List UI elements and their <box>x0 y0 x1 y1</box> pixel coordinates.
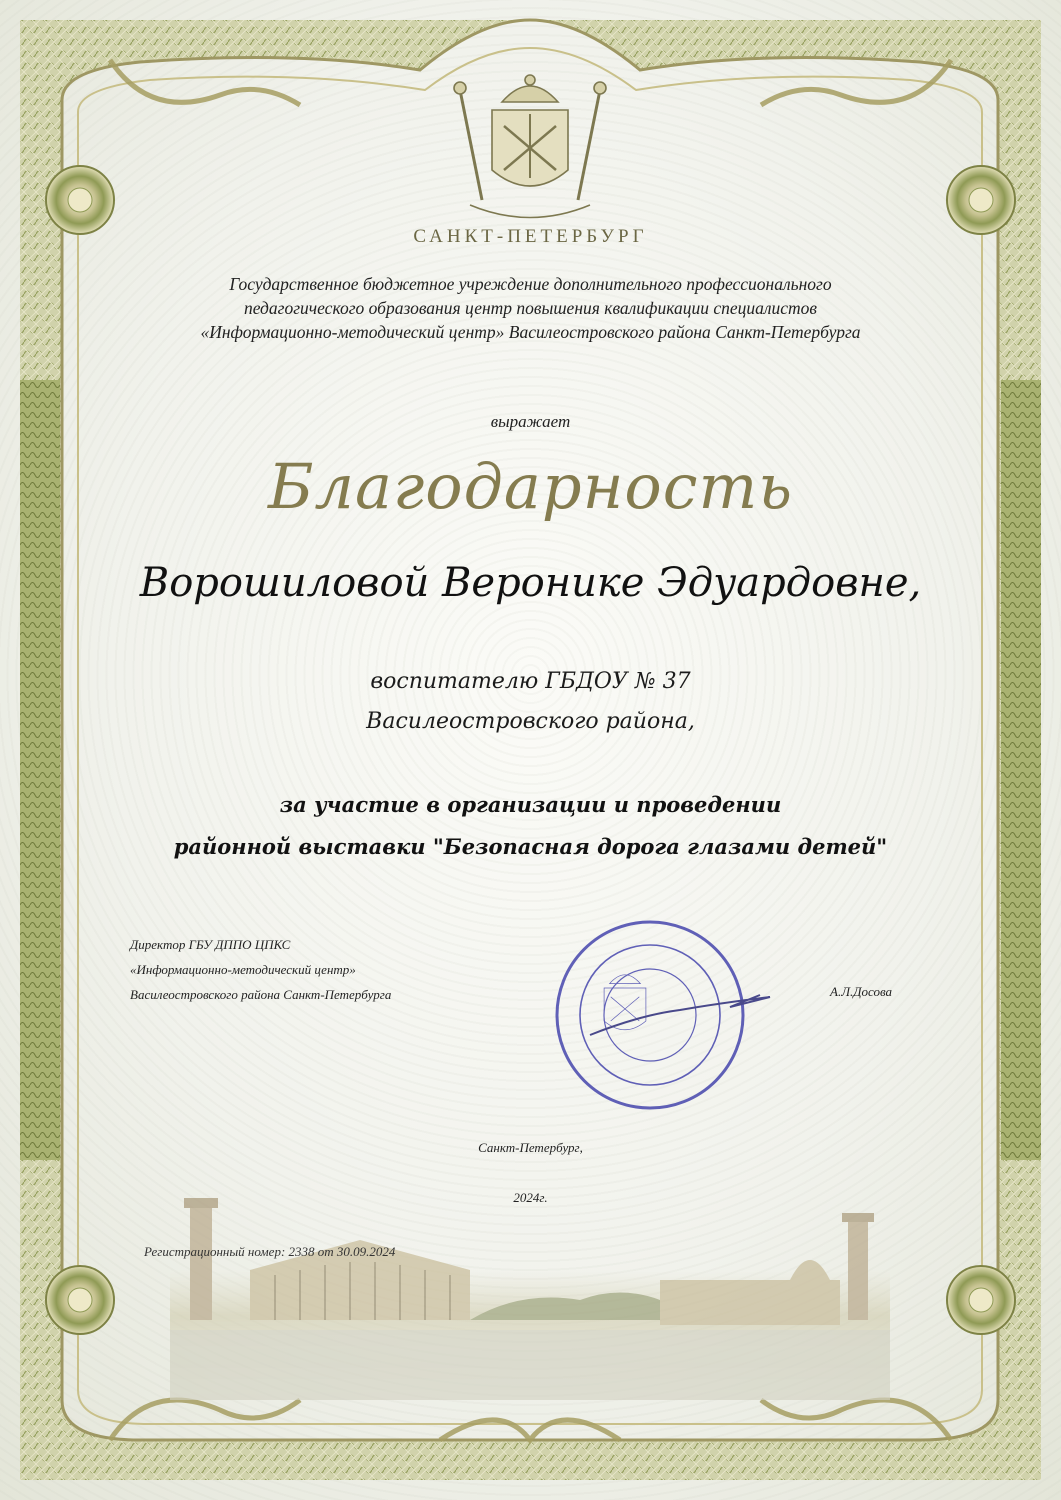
recipient-position <box>0 662 1061 742</box>
position-line: воспитателю ГБДОУ № 37 <box>370 669 691 694</box>
registration-number: Регистрационный номер: 2338 от 30.09.2024 <box>144 1244 396 1259</box>
director-line: Директор ГБУ ДППО ЦПКС <box>130 937 291 952</box>
expresses-text: выражает <box>490 412 571 431</box>
reason-line: за участие в организации и проведении <box>279 792 782 817</box>
director-line: Василеостровского района Санкт-Петербурга <box>130 987 392 1002</box>
director-title <box>130 932 391 1007</box>
director-line: «Информационно-методический центр» <box>130 962 356 977</box>
organization-line: Государственное бюджетное учреждение дополнительного профессионального <box>229 274 832 294</box>
signer-name: А.Л.Досова <box>830 984 893 999</box>
organization-line: педагогического образования центр повышения квалификации специалистов <box>243 298 818 318</box>
award-reason <box>0 784 1061 868</box>
coat-of-arms-icon <box>454 75 606 218</box>
organization-name <box>0 272 1061 344</box>
organization-line: «Информационно-методический центр» Василеостровского района Санкт-Петербурга <box>200 322 861 342</box>
issue-place: Санкт-Петербург, <box>478 1140 583 1155</box>
position-line: Василеостровского района, <box>366 709 695 734</box>
official-stamp <box>557 922 770 1108</box>
certificate-title: Благодарность <box>267 450 794 523</box>
city-heading: САНКТ-ПЕТЕРБУРГ <box>413 226 648 247</box>
reason-line: районной выставки "Безопасная дорога глазами детей" <box>173 834 888 859</box>
recipient-name: Ворошиловой Веронике Эдуардовне, <box>139 560 922 606</box>
city-panorama <box>170 1198 890 1400</box>
issue-year: 2024г. <box>513 1190 548 1205</box>
